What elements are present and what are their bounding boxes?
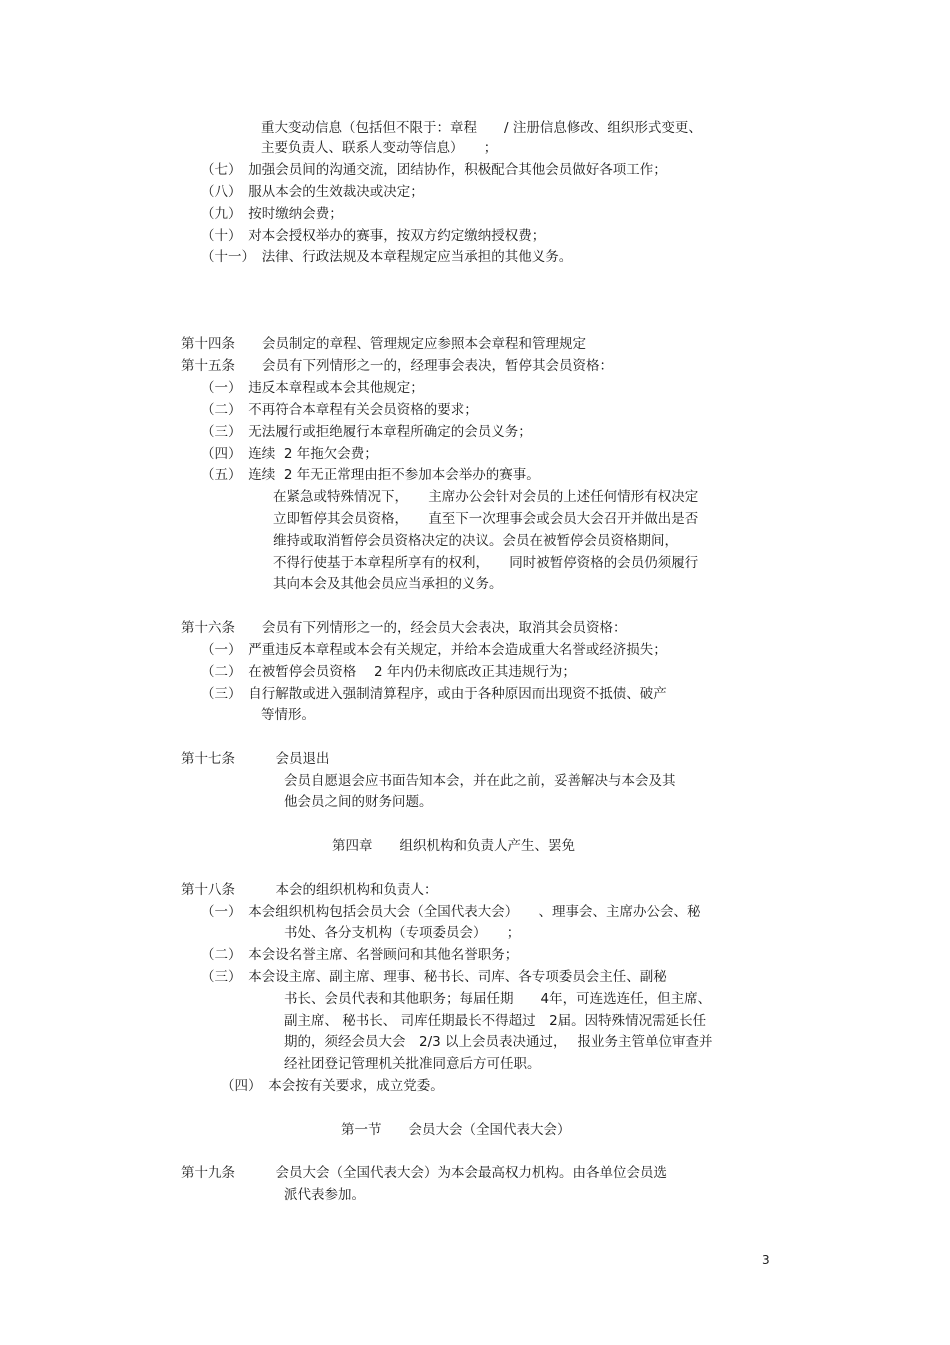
text-line: 期的，须经会员大会 2/3 以上会员表决通过， 报业务主管单位审查并 <box>284 1034 713 1050</box>
text-line: 不得行使基于本章程所享有的权利， 同时被暂停资格的会员仍须履行 <box>273 555 699 571</box>
text-line: 会员自愿退会应书面告知本会，并在此之前，妥善解决与本会及其 <box>284 773 676 789</box>
list-item: （七） 加强会员间的沟通交流，团结协作，积极配合其他会员做好各项工作； <box>201 162 667 178</box>
article-heading: 第十八条 本会的组织机构和负责人： <box>181 882 438 898</box>
list-item: （四） 连续 2 年拖欠会费； <box>201 446 378 462</box>
text-line: 书长、会员代表和其他职务；每届任期 4年，可连选连任，但主席、 <box>284 991 712 1007</box>
section-title: 第一节 会员大会（全国代表大会） <box>341 1122 571 1138</box>
list-item: （四） 本会按有关要求，成立党委。 <box>221 1078 444 1094</box>
article-heading: 第十四条 会员制定的章程、管理规定应参照本会章程和管理规定 <box>181 336 586 352</box>
text-line: 他会员之间的财务问题。 <box>284 794 433 810</box>
list-item: （五） 连续 2 年无正常理由拒不参加本会举办的赛事。 <box>201 467 540 483</box>
text-line: 副主席、 秘书长、 司库任期最长不得超过 2届。因特殊情况需延长任 <box>284 1013 707 1029</box>
list-item: （一） 严重违反本章程或本会有关规定，并给本会造成重大名誉或经济损失； <box>201 642 667 658</box>
list-item: （一） 违反本章程或本会其他规定； <box>201 380 424 396</box>
list-item: （三） 本会设主席、副主席、理事、秘书长、司库、各专项委员会主任、副秘 <box>201 969 667 985</box>
article-heading: 第十六条 会员有下列情形之一的，经会员大会表决，取消其会员资格： <box>181 620 627 636</box>
list-item: （三） 自行解散或进入强制清算程序，或由于各种原因而出现资不抵债、破产 <box>201 686 667 702</box>
text-line: 在紧急或特殊情况下， 主席办公会针对会员的上述任何情形有权决定 <box>273 489 699 505</box>
text-line: 主要负责人、联系人变动等信息） ； <box>261 140 498 156</box>
article-heading: 第十五条 会员有下列情形之一的，经理事会表决，暂停其会员资格： <box>181 358 613 374</box>
list-item: （一） 本会组织机构包括会员大会（全国代表大会） 、理事会、主席办公会、秘 <box>201 904 701 920</box>
text-line: 等情形。 <box>261 707 315 723</box>
text-line: 经社团登记管理机关批准同意后方可任职。 <box>284 1056 541 1072</box>
list-item: （二） 在被暂停会员资格 2 年内仍未彻底改正其违规行为； <box>201 664 576 680</box>
list-item: （二） 不再符合本章程有关会员资格的要求； <box>201 402 478 418</box>
text-line: 派代表参加。 <box>284 1187 365 1203</box>
list-item: （三） 无法履行或拒绝履行本章程所确定的会员义务； <box>201 424 532 440</box>
text-line: 重大变动信息（包括但不限于：章程 / 注册信息修改、组织形式变更、 <box>261 120 702 136</box>
text-line: 维持或取消暂停会员资格决定的决议。会员在被暂停会员资格期间， <box>273 533 678 549</box>
page-number: 3 <box>762 1253 770 1267</box>
list-item: （十一） 法律、行政法规及本章程规定应当承担的其他义务。 <box>201 249 573 265</box>
article-heading: 第十九条 会员大会（全国代表大会）为本会最高权力机构。由各单位会员选 <box>181 1165 667 1181</box>
text-line: 书处、各分支机构（专项委员会） ； <box>284 925 521 941</box>
list-item: （九） 按时缴纳会费； <box>201 206 343 222</box>
list-item: （八） 服从本会的生效裁决或决定； <box>201 184 424 200</box>
text-line: 其向本会及其他会员应当承担的义务。 <box>273 576 503 592</box>
list-item: （二） 本会设名誉主席、名誉顾问和其他名誉职务； <box>201 947 519 963</box>
list-item: （十） 对本会授权举办的赛事，按双方约定缴纳授权费； <box>201 228 546 244</box>
text-line: 立即暂停其会员资格， 直至下一次理事会或会员大会召开并做出是否 <box>273 511 699 527</box>
chapter-title: 第四章 组织机构和负责人产生、罢免 <box>332 838 575 854</box>
article-heading: 第十七条 会员退出 <box>181 751 330 767</box>
